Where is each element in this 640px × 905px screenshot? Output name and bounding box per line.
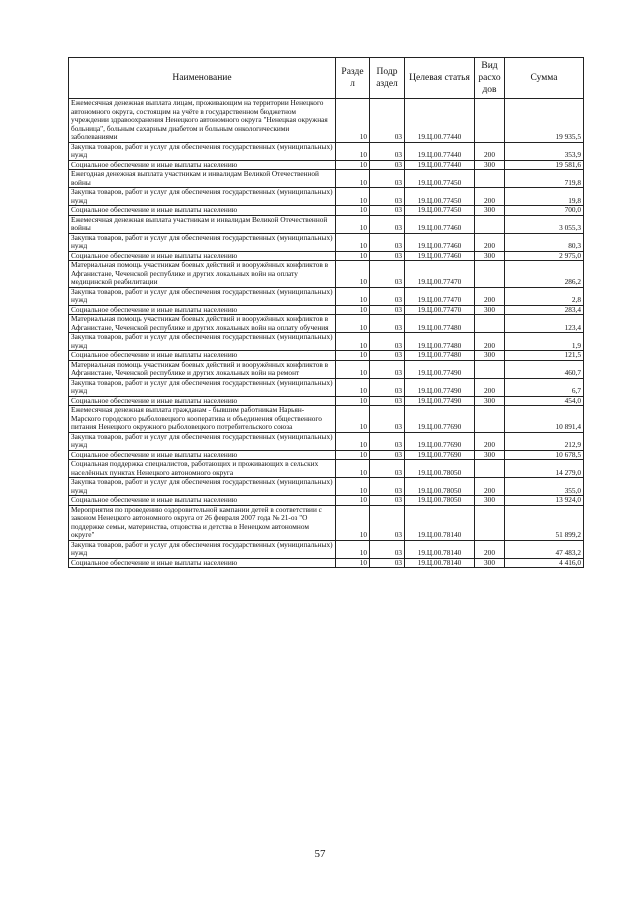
cell-kind bbox=[475, 460, 505, 478]
header-name: Наименование bbox=[69, 58, 336, 99]
cell-kind: 300 bbox=[475, 396, 505, 406]
cell-name: Материальная помощь участникам боевых действий и вооружённых конфликтов в Афганистане, Чеченской республике и других локальных войн на оплату медицинской реабилитации bbox=[69, 261, 336, 288]
cell-kind: 200 bbox=[475, 540, 505, 558]
table-row bbox=[69, 460, 584, 478]
cell-subsection: 03 bbox=[370, 540, 405, 558]
cell-target: 19.Ц.00.77470 bbox=[405, 287, 475, 305]
table-header-row bbox=[69, 58, 584, 99]
cell-sum: 700,0 bbox=[505, 206, 584, 216]
cell-sum: 1,9 bbox=[505, 333, 584, 351]
cell-sum: 353,9 bbox=[505, 142, 584, 160]
cell-subsection: 03 bbox=[370, 287, 405, 305]
cell-sum: 19 935,5 bbox=[505, 99, 584, 143]
cell-sum: 2,8 bbox=[505, 287, 584, 305]
cell-sum: 10 891,4 bbox=[505, 406, 584, 433]
cell-target: 19.Ц.00.77460 bbox=[405, 251, 475, 261]
cell-section: 10 bbox=[336, 315, 370, 333]
table-row bbox=[69, 215, 584, 233]
cell-section: 10 bbox=[336, 333, 370, 351]
cell-section: 10 bbox=[336, 251, 370, 261]
cell-target: 19.Ц.00.77490 bbox=[405, 396, 475, 406]
cell-target: 19.Ц.00.77480 bbox=[405, 351, 475, 361]
cell-subsection: 03 bbox=[370, 99, 405, 143]
table-row bbox=[69, 170, 584, 188]
cell-kind: 200 bbox=[475, 333, 505, 351]
cell-sum: 4 416,0 bbox=[505, 558, 584, 568]
cell-kind bbox=[475, 505, 505, 540]
cell-section: 10 bbox=[336, 305, 370, 315]
cell-name: Социальное обеспечение и иные выплаты населению bbox=[69, 396, 336, 406]
cell-section: 10 bbox=[336, 188, 370, 206]
table-row bbox=[69, 478, 584, 496]
cell-name: Социальная поддержка специалистов, работающих и проживающих в сельских населённых пунктах Ненецкого автономного округа bbox=[69, 460, 336, 478]
cell-name: Социальное обеспечение и иные выплаты населению bbox=[69, 558, 336, 568]
cell-kind: 200 bbox=[475, 378, 505, 396]
cell-section: 10 bbox=[336, 287, 370, 305]
cell-sum: 121,5 bbox=[505, 351, 584, 361]
cell-subsection: 03 bbox=[370, 315, 405, 333]
table-row bbox=[69, 558, 584, 568]
cell-name: Закупка товаров, работ и услуг для обеспечения государственных (муниципальных) нужд bbox=[69, 432, 336, 450]
table-row bbox=[69, 351, 584, 361]
cell-target: 19.Ц.00.78140 bbox=[405, 540, 475, 558]
cell-kind bbox=[475, 215, 505, 233]
cell-section: 10 bbox=[336, 460, 370, 478]
cell-subsection: 03 bbox=[370, 496, 405, 506]
cell-target: 19.Ц.00.77480 bbox=[405, 333, 475, 351]
cell-target: 19.Ц.00.77440 bbox=[405, 99, 475, 143]
cell-target: 19.Ц.00.77470 bbox=[405, 261, 475, 288]
header-sum: Сумма bbox=[505, 58, 584, 99]
cell-subsection: 03 bbox=[370, 233, 405, 251]
cell-subsection: 03 bbox=[370, 396, 405, 406]
cell-subsection: 03 bbox=[370, 215, 405, 233]
table-body bbox=[69, 99, 584, 568]
table-row bbox=[69, 261, 584, 288]
cell-kind bbox=[475, 261, 505, 288]
cell-target: 19.Ц.00.77440 bbox=[405, 160, 475, 170]
cell-target: 19.Ц.00.78140 bbox=[405, 505, 475, 540]
cell-target: 19.Ц.00.77450 bbox=[405, 206, 475, 216]
cell-kind: 300 bbox=[475, 305, 505, 315]
cell-kind: 200 bbox=[475, 478, 505, 496]
cell-name: Закупка товаров, работ и услуг для обеспечения государственных (муниципальных) нужд bbox=[69, 287, 336, 305]
cell-name: Закупка товаров, работ и услуг для обеспечения государственных (муниципальных) нужд bbox=[69, 333, 336, 351]
cell-kind: 200 bbox=[475, 287, 505, 305]
cell-sum: 13 924,0 bbox=[505, 496, 584, 506]
cell-name: Закупка товаров, работ и услуг для обеспечения государственных (муниципальных) нужд bbox=[69, 188, 336, 206]
cell-subsection: 03 bbox=[370, 360, 405, 378]
cell-subsection: 03 bbox=[370, 142, 405, 160]
cell-name: Закупка товаров, работ и услуг для обеспечения государственных (муниципальных) нужд bbox=[69, 478, 336, 496]
cell-subsection: 03 bbox=[370, 432, 405, 450]
cell-target: 19.Ц.00.78140 bbox=[405, 558, 475, 568]
cell-sum: 355,0 bbox=[505, 478, 584, 496]
header-kind: Вид расхо дов bbox=[475, 58, 505, 99]
cell-sum: 460,7 bbox=[505, 360, 584, 378]
cell-sum: 80,3 bbox=[505, 233, 584, 251]
header-section: Разде л bbox=[336, 58, 370, 99]
cell-section: 10 bbox=[336, 261, 370, 288]
cell-section: 10 bbox=[336, 396, 370, 406]
cell-section: 10 bbox=[336, 496, 370, 506]
cell-target: 19.Ц.00.77460 bbox=[405, 233, 475, 251]
table-row bbox=[69, 206, 584, 216]
cell-section: 10 bbox=[336, 558, 370, 568]
cell-name: Социальное обеспечение и иные выплаты населению bbox=[69, 496, 336, 506]
cell-target: 19.Ц.00.77490 bbox=[405, 360, 475, 378]
cell-target: 19.Ц.00.77470 bbox=[405, 305, 475, 315]
cell-kind: 300 bbox=[475, 450, 505, 460]
cell-section: 10 bbox=[336, 505, 370, 540]
cell-section: 10 bbox=[336, 215, 370, 233]
cell-kind: 200 bbox=[475, 432, 505, 450]
cell-subsection: 03 bbox=[370, 378, 405, 396]
cell-subsection: 03 bbox=[370, 261, 405, 288]
cell-sum: 14 279,0 bbox=[505, 460, 584, 478]
cell-target: 19.Ц.00.78050 bbox=[405, 478, 475, 496]
cell-subsection: 03 bbox=[370, 333, 405, 351]
table-row bbox=[69, 378, 584, 396]
cell-kind bbox=[475, 99, 505, 143]
cell-kind: 200 bbox=[475, 188, 505, 206]
cell-target: 19.Ц.00.77690 bbox=[405, 432, 475, 450]
cell-sum: 283,4 bbox=[505, 305, 584, 315]
cell-section: 10 bbox=[336, 360, 370, 378]
cell-subsection: 03 bbox=[370, 160, 405, 170]
cell-kind: 300 bbox=[475, 496, 505, 506]
table-row bbox=[69, 333, 584, 351]
cell-section: 10 bbox=[336, 450, 370, 460]
cell-section: 10 bbox=[336, 378, 370, 396]
cell-target: 19.Ц.00.77440 bbox=[405, 142, 475, 160]
cell-section: 10 bbox=[336, 432, 370, 450]
cell-subsection: 03 bbox=[370, 460, 405, 478]
cell-subsection: 03 bbox=[370, 170, 405, 188]
table-row bbox=[69, 142, 584, 160]
table-row bbox=[69, 315, 584, 333]
cell-name: Социальное обеспечение и иные выплаты населению bbox=[69, 160, 336, 170]
cell-subsection: 03 bbox=[370, 351, 405, 361]
cell-kind bbox=[475, 360, 505, 378]
cell-name: Ежемесячная денежная выплата участникам и инвалидам Великой Отечественной войны bbox=[69, 215, 336, 233]
cell-sum: 51 899,2 bbox=[505, 505, 584, 540]
table-row bbox=[69, 540, 584, 558]
cell-subsection: 03 bbox=[370, 188, 405, 206]
cell-sum: 10 678,5 bbox=[505, 450, 584, 460]
table-row bbox=[69, 360, 584, 378]
table-row bbox=[69, 287, 584, 305]
cell-name: Закупка товаров, работ и услуг для обеспечения государственных (муниципальных) нужд bbox=[69, 233, 336, 251]
cell-sum: 454,0 bbox=[505, 396, 584, 406]
cell-subsection: 03 bbox=[370, 305, 405, 315]
table-row bbox=[69, 188, 584, 206]
cell-kind: 200 bbox=[475, 142, 505, 160]
cell-section: 10 bbox=[336, 206, 370, 216]
page-number: 57 bbox=[314, 848, 326, 860]
cell-target: 19.Ц.00.78050 bbox=[405, 496, 475, 506]
cell-sum: 19 581,6 bbox=[505, 160, 584, 170]
cell-target: 19.Ц.00.78050 bbox=[405, 460, 475, 478]
cell-sum: 212,9 bbox=[505, 432, 584, 450]
cell-section: 10 bbox=[336, 478, 370, 496]
cell-name: Ежемесячная денежная выплата лицам, проживающим на территории Ненецкого автономного округа, состоящим на учёте в государственном бюджетном учреждении здравоохранения Ненецкого автономного округа "Ненецкая окружная больница", больным сахарным диабетом и больным онкологическими заболеваниями bbox=[69, 99, 336, 143]
cell-target: 19.Ц.00.77690 bbox=[405, 450, 475, 460]
cell-name: Социальное обеспечение и иные выплаты населению bbox=[69, 351, 336, 361]
cell-section: 10 bbox=[336, 160, 370, 170]
cell-name: Закупка товаров, работ и услуг для обеспечения государственных (муниципальных) нужд bbox=[69, 540, 336, 558]
cell-subsection: 03 bbox=[370, 206, 405, 216]
cell-section: 10 bbox=[336, 233, 370, 251]
cell-name: Закупка товаров, работ и услуг для обеспечения государственных (муниципальных) нужд bbox=[69, 378, 336, 396]
cell-sum: 6,7 bbox=[505, 378, 584, 396]
cell-section: 10 bbox=[336, 351, 370, 361]
cell-sum: 719,8 bbox=[505, 170, 584, 188]
cell-subsection: 03 bbox=[370, 478, 405, 496]
cell-kind bbox=[475, 406, 505, 433]
cell-name: Мероприятия по проведению оздоровительной кампании детей в соответствии с законом Ненецкого автономного округа от 26 февраля 2007 года № 21-оз "О поддержке семьи, материнства, отцовства и детства в Ненецком автономном округе" bbox=[69, 505, 336, 540]
cell-target: 19.Ц.00.77450 bbox=[405, 188, 475, 206]
cell-subsection: 03 bbox=[370, 558, 405, 568]
cell-name: Социальное обеспечение и иные выплаты населению bbox=[69, 251, 336, 261]
cell-subsection: 03 bbox=[370, 406, 405, 433]
table-row bbox=[69, 496, 584, 506]
cell-subsection: 03 bbox=[370, 450, 405, 460]
cell-subsection: 03 bbox=[370, 505, 405, 540]
table-row bbox=[69, 432, 584, 450]
cell-sum: 3 055,3 bbox=[505, 215, 584, 233]
cell-kind: 300 bbox=[475, 251, 505, 261]
cell-subsection: 03 bbox=[370, 251, 405, 261]
cell-sum: 47 483,2 bbox=[505, 540, 584, 558]
cell-section: 10 bbox=[336, 540, 370, 558]
table-row bbox=[69, 99, 584, 143]
cell-target: 19.Ц.00.77460 bbox=[405, 215, 475, 233]
budget-table bbox=[68, 57, 584, 568]
cell-target: 19.Ц.00.77490 bbox=[405, 378, 475, 396]
table-row bbox=[69, 406, 584, 433]
header-subsection: Подр аздел bbox=[370, 58, 405, 99]
cell-kind: 300 bbox=[475, 160, 505, 170]
cell-kind bbox=[475, 315, 505, 333]
table-row bbox=[69, 505, 584, 540]
cell-sum: 123,4 bbox=[505, 315, 584, 333]
cell-kind: 300 bbox=[475, 351, 505, 361]
cell-target: 19.Ц.00.77450 bbox=[405, 170, 475, 188]
cell-name: Ежегодная денежная выплата участникам и инвалидам Великой Отечественной войны bbox=[69, 170, 336, 188]
cell-name: Материальная помощь участникам боевых действий и вооружённых конфликтов в Афганистане, Чеченской республике и других локальных войн на ремонт bbox=[69, 360, 336, 378]
cell-section: 10 bbox=[336, 142, 370, 160]
cell-name: Социальное обеспечение и иные выплаты населению bbox=[69, 206, 336, 216]
header-target: Целевая статья bbox=[405, 58, 475, 99]
cell-kind: 300 bbox=[475, 558, 505, 568]
cell-name: Социальное обеспечение и иные выплаты населению bbox=[69, 305, 336, 315]
cell-section: 10 bbox=[336, 99, 370, 143]
cell-kind: 200 bbox=[475, 233, 505, 251]
cell-name: Закупка товаров, работ и услуг для обеспечения государственных (муниципальных) нужд bbox=[69, 142, 336, 160]
cell-kind: 300 bbox=[475, 206, 505, 216]
cell-sum: 19,8 bbox=[505, 188, 584, 206]
cell-sum: 2 975,0 bbox=[505, 251, 584, 261]
cell-section: 10 bbox=[336, 170, 370, 188]
cell-target: 19.Ц.00.77690 bbox=[405, 406, 475, 433]
table-row bbox=[69, 233, 584, 251]
cell-name: Материальная помощь участникам боевых действий и вооружённых конфликтов в Афганистане, Чеченской республике и других локальных войн на оплату обучения bbox=[69, 315, 336, 333]
cell-name: Ежемесячная денежная выплата гражданам - бывшим работникам Нарьян-Марского городского рыболовецкого кооператива и объединения общественного питания Ненецкого окружного рыболовецкого потребительского союза bbox=[69, 406, 336, 433]
cell-section: 10 bbox=[336, 406, 370, 433]
cell-target: 19.Ц.00.77480 bbox=[405, 315, 475, 333]
cell-name: Социальное обеспечение и иные выплаты населению bbox=[69, 450, 336, 460]
cell-sum: 286,2 bbox=[505, 261, 584, 288]
cell-kind bbox=[475, 170, 505, 188]
